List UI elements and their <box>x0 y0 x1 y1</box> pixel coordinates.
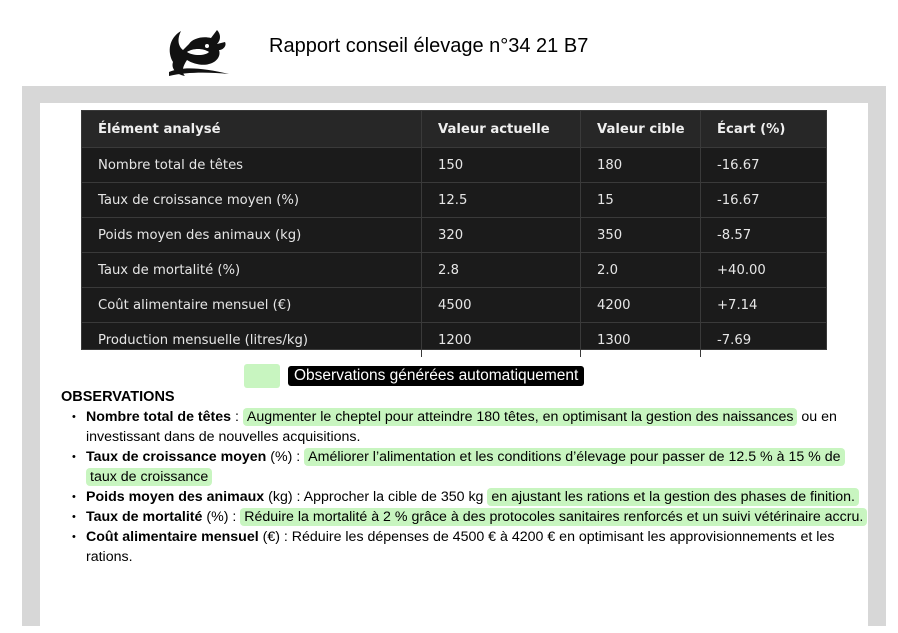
legend-label: Observations générées automatiquement <box>288 366 584 386</box>
observation-separator: : <box>292 449 305 465</box>
table-cell: 150 <box>422 148 581 183</box>
table-cell: 2.8 <box>422 253 581 288</box>
observation-unit: (kg) <box>264 489 293 505</box>
observation-unit: (€) <box>258 529 280 545</box>
observation-label: Poids moyen des animaux <box>86 489 265 505</box>
table-cell: 4500 <box>422 288 581 323</box>
observation-highlight: Augmenter le cheptel pour atteindre 180 têtes, en optimisant la gestion des naissances <box>243 408 798 426</box>
bull-head-logo <box>163 22 235 78</box>
table-cell: -7.69 <box>717 332 752 348</box>
observation-item <box>62 407 870 447</box>
observation-item <box>62 507 870 527</box>
legend-swatch <box>244 364 280 388</box>
table-row <box>82 288 826 323</box>
observation-separator: : <box>292 489 304 505</box>
table-row <box>82 148 826 183</box>
observation-separator: : <box>231 409 243 425</box>
observation-unit: (%) <box>202 509 229 525</box>
observation-highlight: Améliorer l’alimentation et les conditions d’élevage pour passer de 12.5 % à 15 % de taux de croissance <box>86 448 845 486</box>
table-cell: -8.57 <box>701 218 827 253</box>
table-header-row <box>82 111 826 148</box>
table-cell: 15 <box>581 183 701 218</box>
observation-text: Approcher la cible de 350 kg <box>303 489 488 505</box>
column-header: Valeur actuelle <box>422 111 581 148</box>
report-title: Rapport conseil élevage n°34 21 B7 <box>269 35 589 57</box>
table-row <box>82 253 826 288</box>
observation-separator: : <box>279 529 292 545</box>
observation-label: Nombre total de têtes <box>86 409 232 425</box>
table-cell: +40.00 <box>701 253 827 288</box>
table-cell: 1300 <box>581 323 701 358</box>
table-cell: Taux de croissance moyen (%) <box>82 183 422 218</box>
table-cell: 1200 <box>422 323 581 358</box>
analysis-table <box>81 110 827 350</box>
table-cell: 320 <box>422 218 581 253</box>
table-row <box>82 183 826 218</box>
table-row <box>82 323 826 358</box>
observations-list <box>62 407 870 567</box>
observation-item <box>62 447 870 487</box>
table-cell: Production mensuelle (litres/kg) <box>82 323 422 358</box>
observation-label: Taux de croissance moyen <box>86 449 267 465</box>
observation-label: Coût alimentaire mensuel <box>86 529 259 545</box>
table-cell: +7.14 <box>701 288 827 323</box>
table-cell: Nombre total de têtes <box>82 148 422 183</box>
table-cell: 4200 <box>581 288 701 323</box>
table-cell: Taux de mortalité (%) <box>82 253 422 288</box>
table-cell: 12.5 <box>422 183 581 218</box>
table-cell: Coût alimentaire mensuel (€) <box>82 288 422 323</box>
table-cell: -16.67 <box>701 148 827 183</box>
observation-text: Réduire les dépenses de 4500 € à 4200 € en optimisant les approvisionnements et les rations. <box>86 529 835 565</box>
table-cell: 350 <box>581 218 701 253</box>
column-header: Élément analysé <box>82 111 422 148</box>
observation-label: Taux de mortalité <box>86 509 203 525</box>
observation-separator: : <box>228 509 241 525</box>
observation-highlight: en ajustant les rations et la gestion des phases de finition. <box>487 488 859 506</box>
observation-unit: (%) <box>266 449 293 465</box>
table-cell: 180 <box>581 148 701 183</box>
observation-text: ou en investissant dans de nouvelles acquisitions. <box>86 409 837 445</box>
table-cell: Poids moyen des animaux (kg) <box>82 218 422 253</box>
column-header: Valeur cible <box>581 111 701 148</box>
observations-title: OBSERVATIONS <box>61 389 175 405</box>
observation-highlight: Réduire la mortalité à 2 % grâce à des protocoles sanitaires renforcés et un suivi vétérinaire accru. <box>240 508 867 526</box>
table-cell: 2.0 <box>581 253 701 288</box>
observation-item <box>62 487 870 507</box>
table-cell: -16.67 <box>701 183 827 218</box>
observation-item <box>62 527 870 567</box>
table-row <box>82 218 826 253</box>
column-header: Écart (%) <box>701 111 827 148</box>
